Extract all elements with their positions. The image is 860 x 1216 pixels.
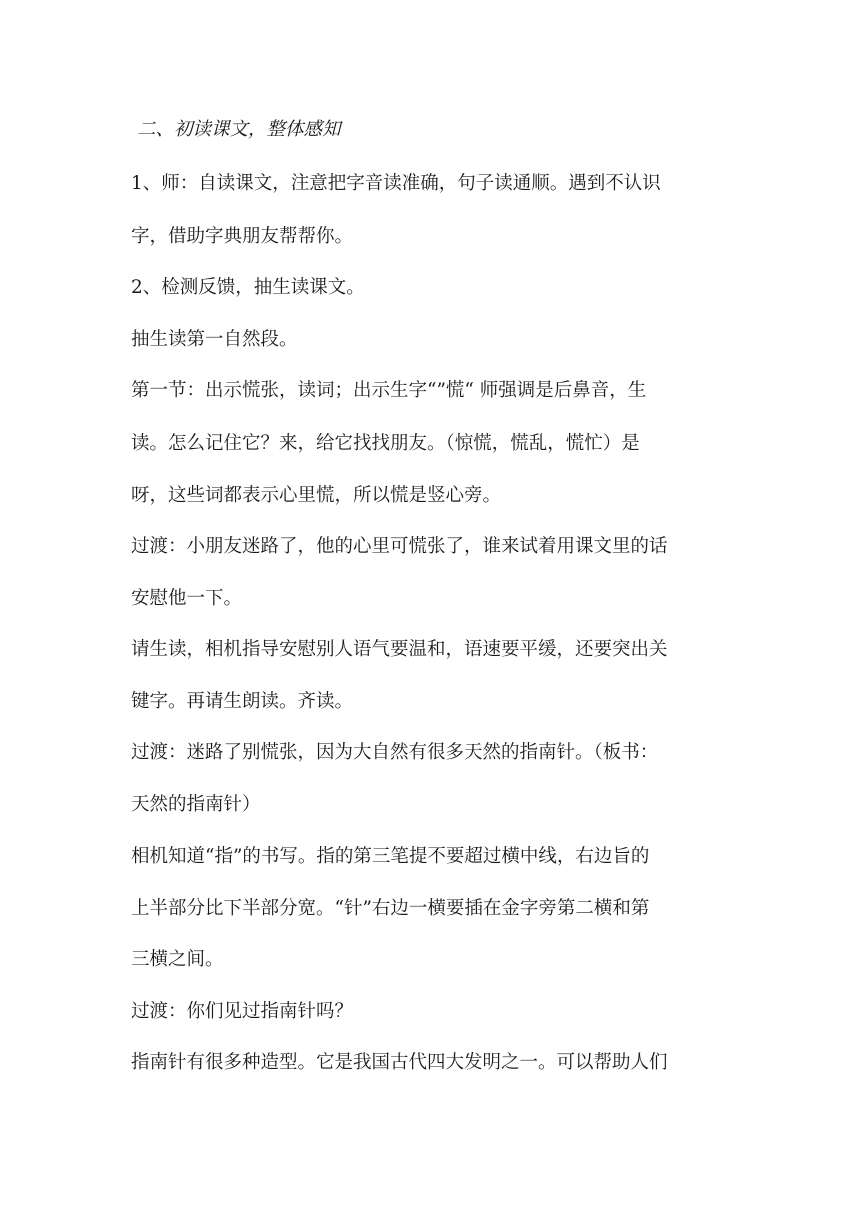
paragraph-line: 指南针有很多种造型。它是我国古代四大发明之一。可以帮助人们 (131, 1052, 668, 1073)
paragraph-line: 呀，这些词都表示心里慌，所以慌是竖心旁。 (131, 485, 502, 506)
paragraph-line: 三横之间。 (131, 949, 224, 970)
paragraph-line: 1、师：自读课文，注意把字音读准确，句子读通顺。遇到不认识 (131, 173, 661, 194)
paragraph-line: 请生读，相机指导安慰别人语气要温和，语速要平缓，还要突出关 (131, 639, 668, 660)
paragraph-line: 抽生读第一自然段。 (131, 329, 298, 350)
paragraph-line: 2、检测反馈，抽生读课文。 (131, 277, 365, 298)
section-heading: 二、初读课文，整体感知 (137, 119, 341, 140)
paragraph-line: 安慰他一下。 (131, 588, 243, 609)
paragraph-line: 键字。再请生朗读。齐读。 (131, 691, 354, 712)
paragraph-line: 读。怎么记住它？来，给它找找朋友。（惊慌，慌乱，慌忙）是 (131, 433, 640, 454)
paragraph-line: 相机知道“指”的书写。指的第三笔提不要超过横中线，右边旨的 (131, 846, 650, 867)
paragraph-line: 过渡：迷路了别慌张，因为大自然有很多天然的指南针。（板书： (131, 742, 659, 763)
paragraph-line: 字，借助字典朋友帮帮你。 (131, 226, 354, 247)
paragraph-line: 天然的指南针） (131, 794, 261, 815)
paragraph-line: 第一节：出示慌张，读词；出示生字“”慌“ 师强调是后鼻音，生 (131, 380, 647, 401)
paragraph-line: 过渡：你们见过指南针吗？ (131, 1001, 354, 1022)
paragraph-line: 上半部分比下半部分宽。“针”右边一横要插在金字旁第二横和第 (131, 898, 650, 919)
paragraph-line: 过渡：小朋友迷路了，他的心里可慌张了，谁来试着用课文里的话 (131, 536, 668, 557)
